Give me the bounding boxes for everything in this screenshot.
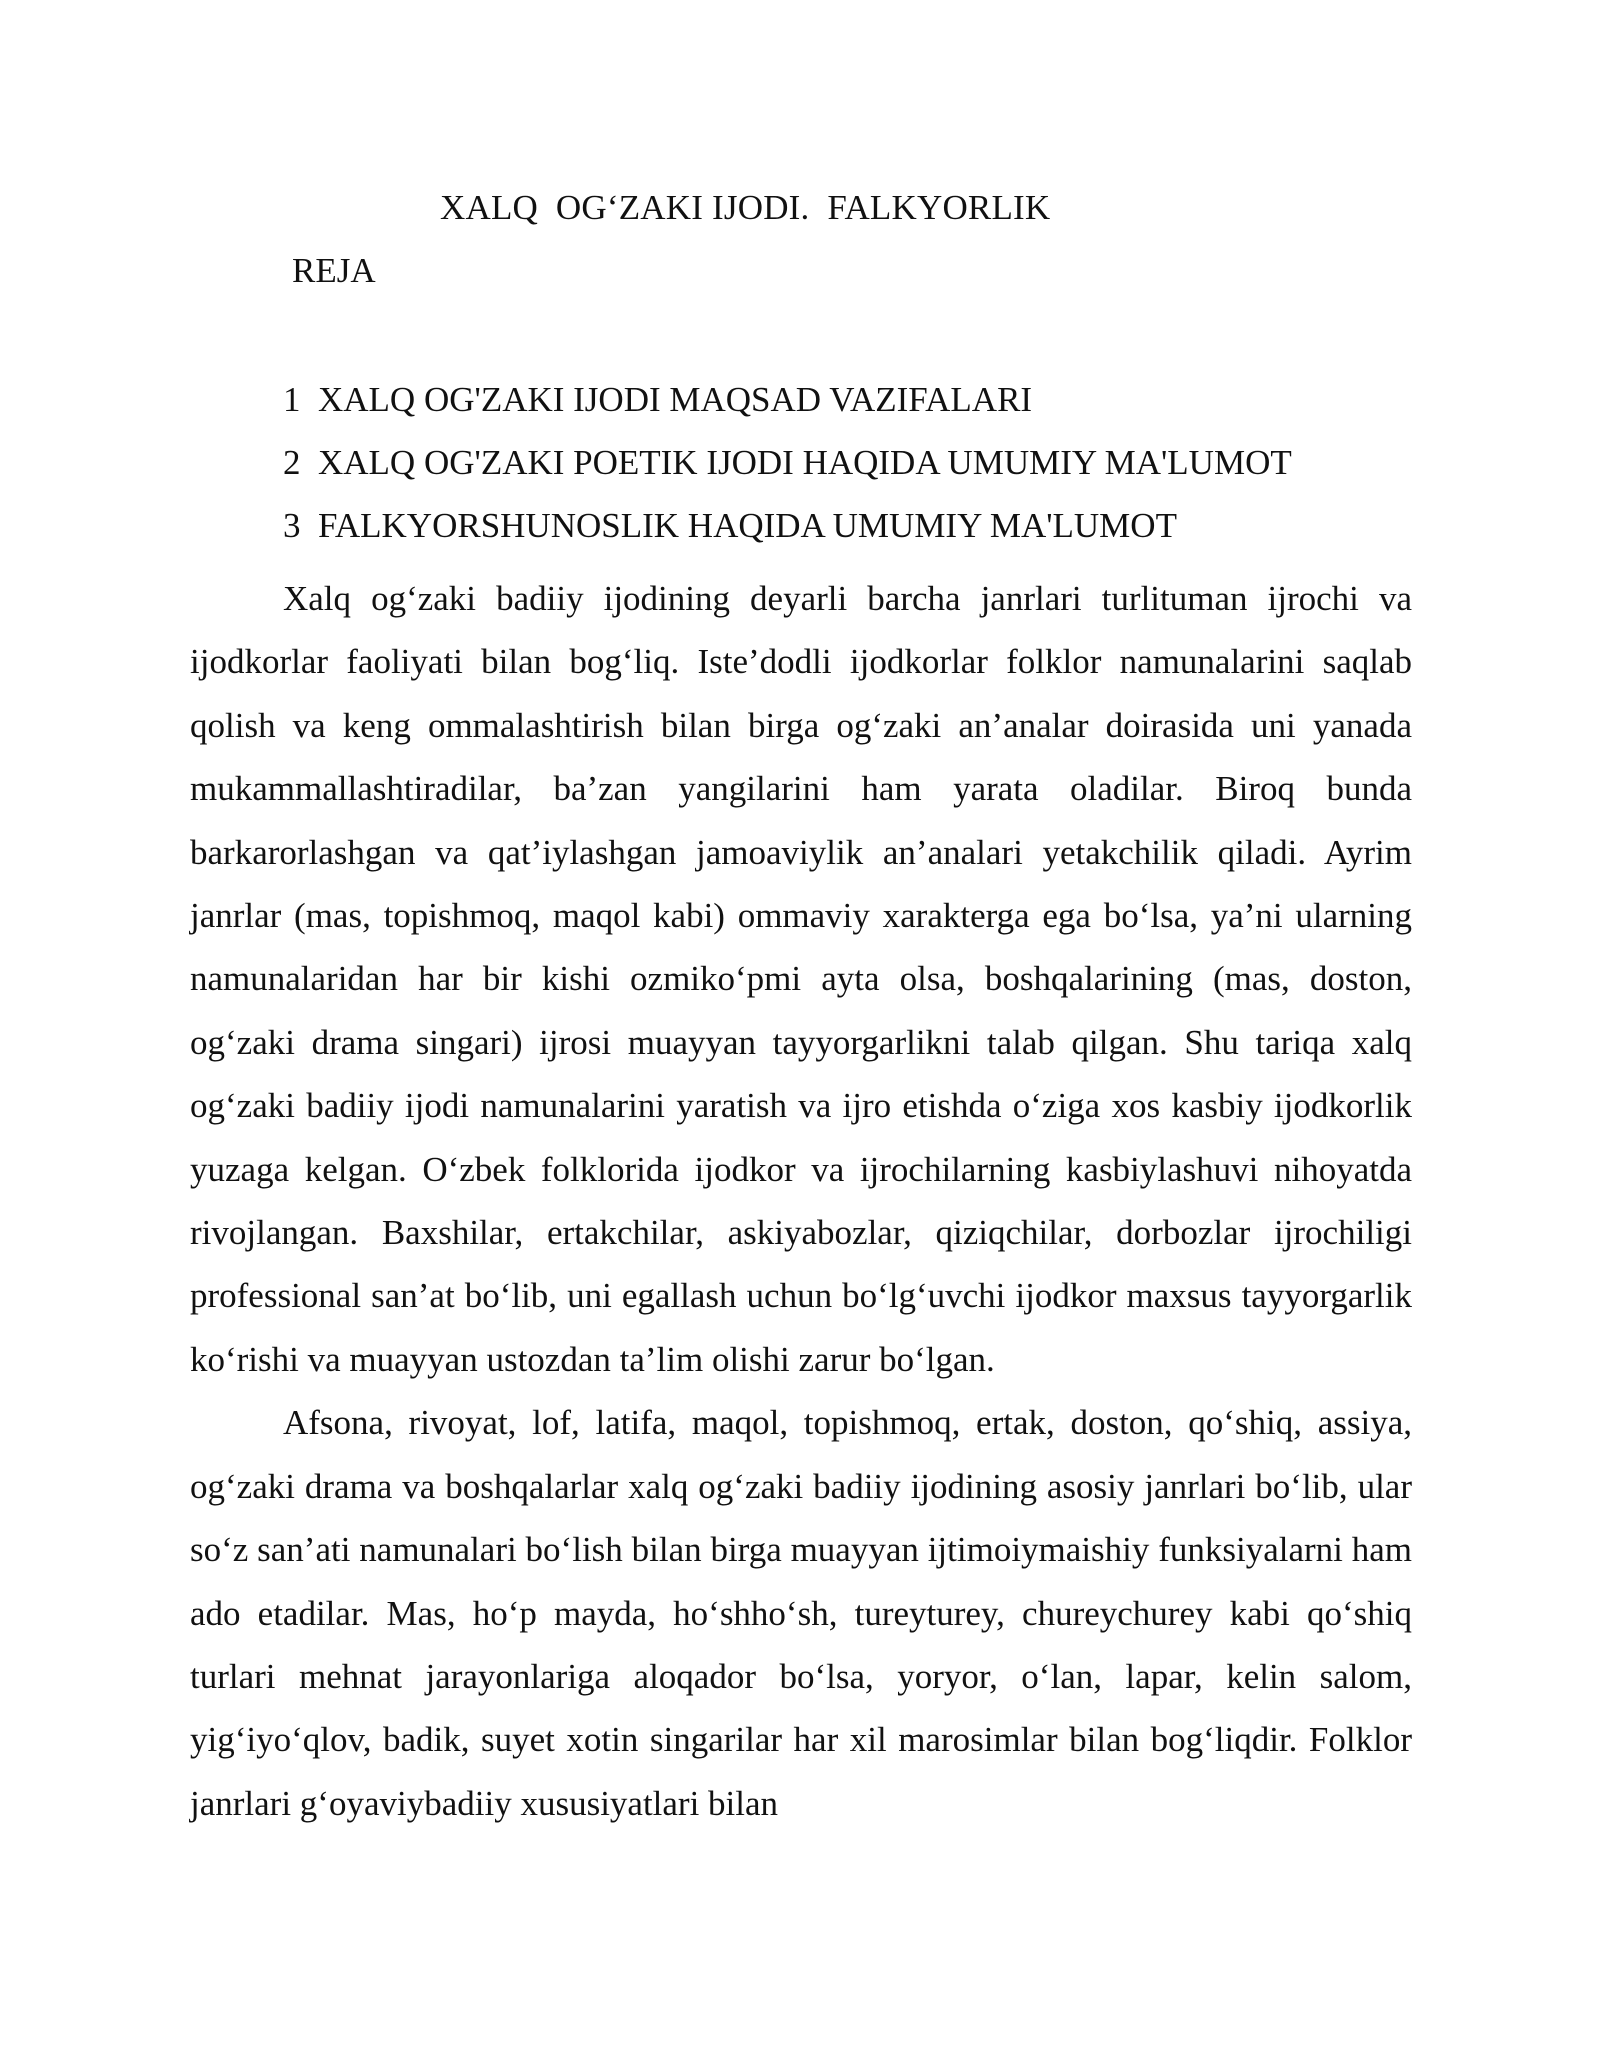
plan-list (283, 378, 1292, 567)
paragraph: Xalq og‘zaki badiiy ijodining deyarli barcha janrlari turlituman ijrochi va ijodkorlar faoliyati bilan bog‘liq. Iste’dodli ijodkorlar folklor namunalarini saqlab qolish va keng ommalashtirish bilan birga og‘zaki an’analar doirasida uni yanada mukammallashtiradilar, ba’zan yangilarini ham yarata oladilar. Biroq bunda barkarorlashgan va qat’iylashgan jamoaviylik an’analari yetakchilik qiladi. Ayrim janrlar (mas, topishmoq, maqol kabi) ommaviy xarakterga ega bo‘lsa, ya’ni ularning namunalaridan har bir kishi ozmiko‘pmi ayta olsa, boshqalarining (mas, doston, og‘zaki drama singari) ijrosi muayyan tayyorgarlikni talab qilgan. Shu tariqa xalq og‘zaki badiiy ijodi namunalarini yaratish va ijro etishda o‘ziga xos kasbiy ijodkorlik yuzaga kelgan. O‘zbek folklorida ijodkor va ijrochilarning kasbiylashuvi nihoyatda rivojlangan. Baxshilar, ertakchilar, askiyabozlar, qiziqchilar, dorbozlar ijrochiligi professional san’at bo‘lib, uni egallash uchun bo‘lg‘uvchi ijodkor maxsus tayyorgarlik ko‘rishi va muayyan ustozdan ta’lim olishi zarur bo‘lgan. (190, 579, 1412, 1379)
plan-heading: REJA (292, 251, 376, 290)
plan-item: 2 XALQ OG'ZAKI POETIK IJODI HAQIDA UMUMIY MA'LUMOT (283, 443, 1292, 482)
plan-item: 3 FALKYORSHUNOSLIK HAQIDA UMUMIY MA'LUMOT (283, 506, 1177, 545)
body-text (190, 567, 1412, 1835)
plan-item: 1 XALQ OG'ZAKI IJODI MAQSAD VAZIFALARI (283, 380, 1033, 419)
paragraph: Afsona, rivoyat, lof, latifa, maqol, topishmoq, ertak, doston, qo‘shiq, assiya, og‘zaki drama va boshqalarlar xalq og‘zaki badiiy ijodining asosiy janrlari bo‘lib, ular so‘z san’ati namunalari bo‘lish bilan birga muayyan ijtimoiymaishiy funksiyalarni ham ado etadilar. Mas, ho‘p mayda, ho‘shho‘sh, tureyturey, chureychurey kabi qo‘shiq turlari mehnat jarayonlariga aloqador bo‘lsa, yoryor, o‘lan, lapar, kelin salom, yig‘iyo‘qlov, badik, suyet xotin singarilar har xil marosimlar bilan bog‘liqdir. Folklor janrlari g‘oyaviybadiiy xususiyatlari bilan (190, 1403, 1412, 1823)
document-title: XALQ OG‘ZAKI IJODI. FALKYORLIK (440, 188, 1051, 227)
